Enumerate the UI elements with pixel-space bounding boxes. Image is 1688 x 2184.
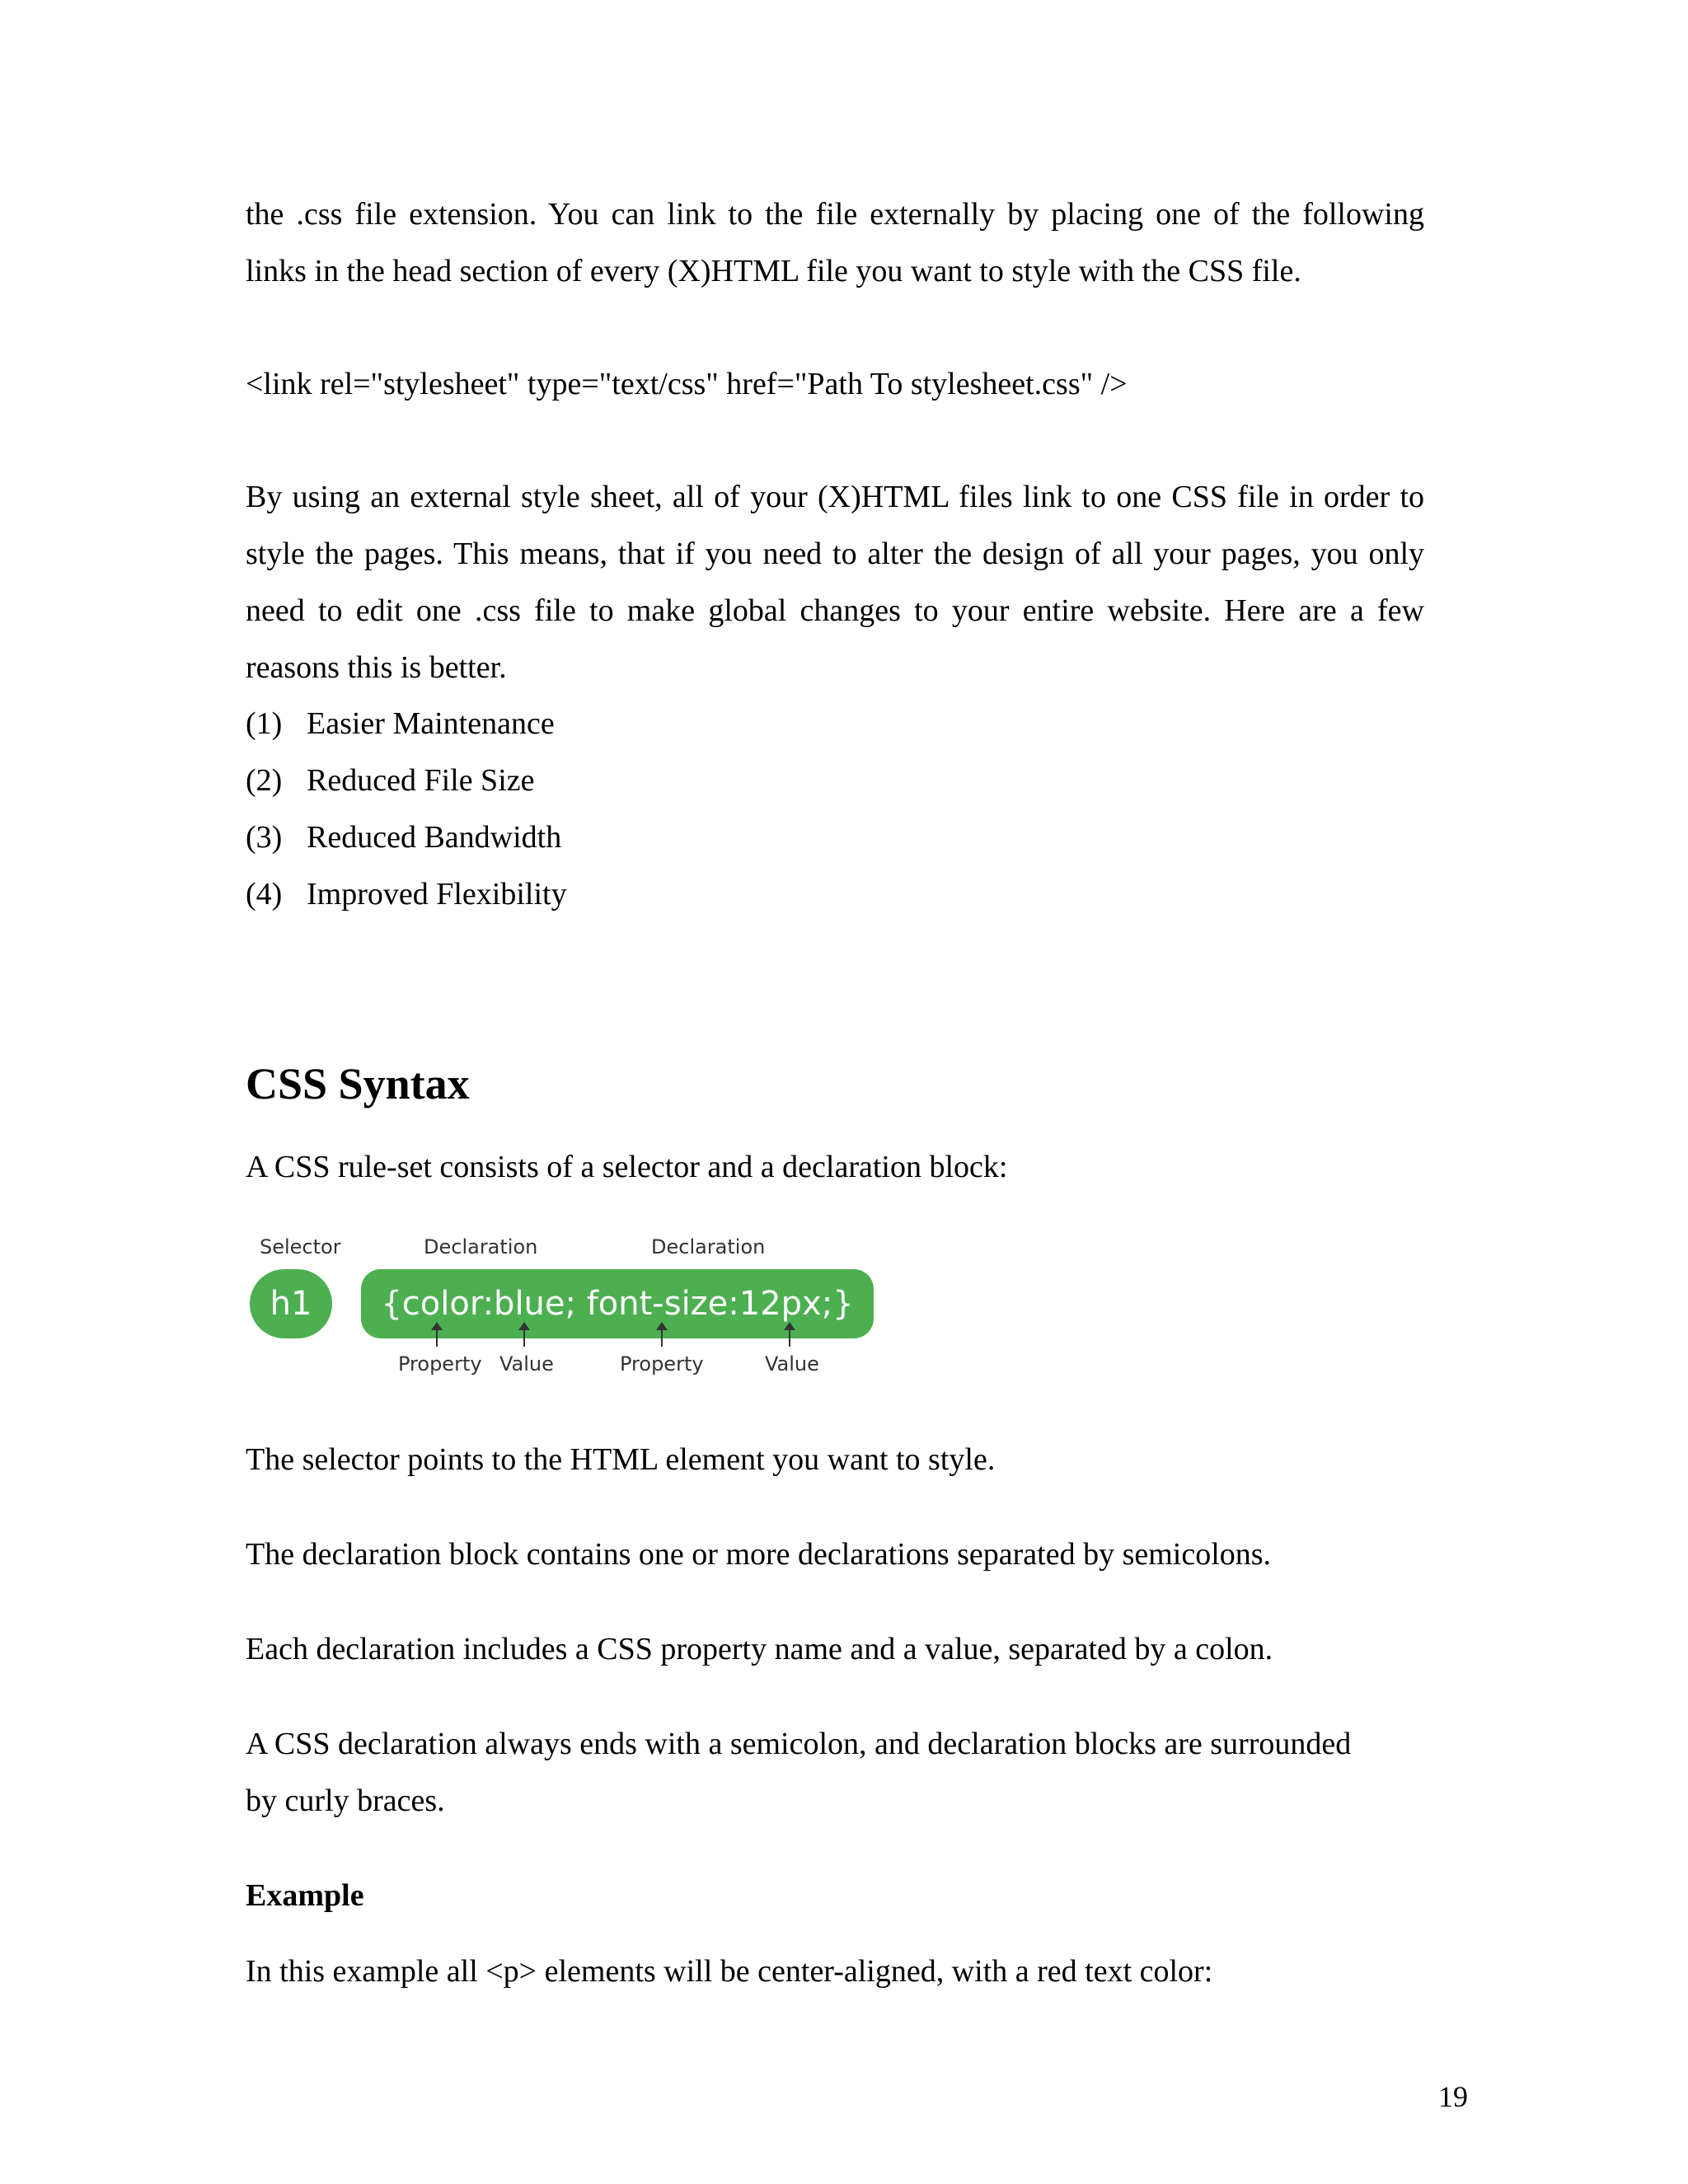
- paragraph-line: need to edit one .css file to make global changes to your entire website. Here are a few: [246, 593, 1424, 628]
- value-label: Value: [765, 1352, 819, 1376]
- property-label: Property: [398, 1352, 482, 1376]
- list-item: Easier Maintenance: [307, 706, 555, 741]
- paragraph-line: style the pages. This means, that if you need to alter the design of all your pages, you only: [246, 537, 1424, 571]
- selector-code: h1: [250, 1269, 332, 1338]
- list-item-number: (1): [246, 706, 283, 741]
- css-syntax-diagram: [246, 1228, 889, 1393]
- list-item: Improved Flexibility: [307, 877, 567, 912]
- paragraph-line: A CSS declaration always ends with a semicolon, and declaration blocks are surrounded: [246, 1727, 1352, 1761]
- code-line: <link rel="stylesheet" type="text/css" href="Path To stylesheet.css" />: [246, 367, 1128, 401]
- selector-label: Selector: [260, 1235, 341, 1258]
- arrow-up-icon: [789, 1329, 790, 1347]
- paragraph-line: the .css file extension. You can link to the file externally by placing one of the following: [246, 197, 1424, 232]
- paragraph: The declaration block contains one or more declarations separated by semicolons.: [246, 1537, 1272, 1572]
- declaration-code: {color:blue; font-size:12px;}: [361, 1269, 874, 1338]
- list-item-number: (2): [246, 763, 283, 798]
- paragraph: Each declaration includes a CSS property name and a value, separated by a colon.: [246, 1632, 1273, 1666]
- paragraph: In this example all <p> elements will be center-aligned, with a red text color:: [246, 1954, 1213, 1989]
- section-intro: A CSS rule-set consists of a selector and a declaration block:: [246, 1150, 1008, 1184]
- arrow-up-icon: [523, 1329, 525, 1347]
- declaration-label: Declaration: [424, 1235, 538, 1258]
- list-item: Reduced Bandwidth: [307, 820, 562, 855]
- paragraph-line: by curly braces.: [246, 1783, 445, 1818]
- arrow-up-icon: [661, 1329, 663, 1347]
- paragraph-line: reasons this is better.: [246, 650, 507, 685]
- value-label: Value: [499, 1352, 554, 1376]
- example-heading: Example: [246, 1878, 364, 1913]
- paragraph: The selector points to the HTML element you want to style.: [246, 1442, 996, 1477]
- property-label: Property: [620, 1352, 704, 1376]
- section-heading: CSS Syntax: [246, 1059, 470, 1108]
- page-number: 19: [1438, 2080, 1468, 2113]
- paragraph-line: By using an external style sheet, all of your (X)HTML files link to one CSS file in order to: [246, 480, 1424, 514]
- declaration-label: Declaration: [651, 1235, 766, 1258]
- arrow-up-icon: [436, 1329, 438, 1347]
- list-item-number: (3): [246, 820, 283, 855]
- list-item-number: (4): [246, 877, 283, 912]
- paragraph-line: links in the head section of every (X)HTML file you want to style with the CSS file.: [246, 254, 1301, 288]
- list-item: Reduced File Size: [307, 763, 535, 798]
